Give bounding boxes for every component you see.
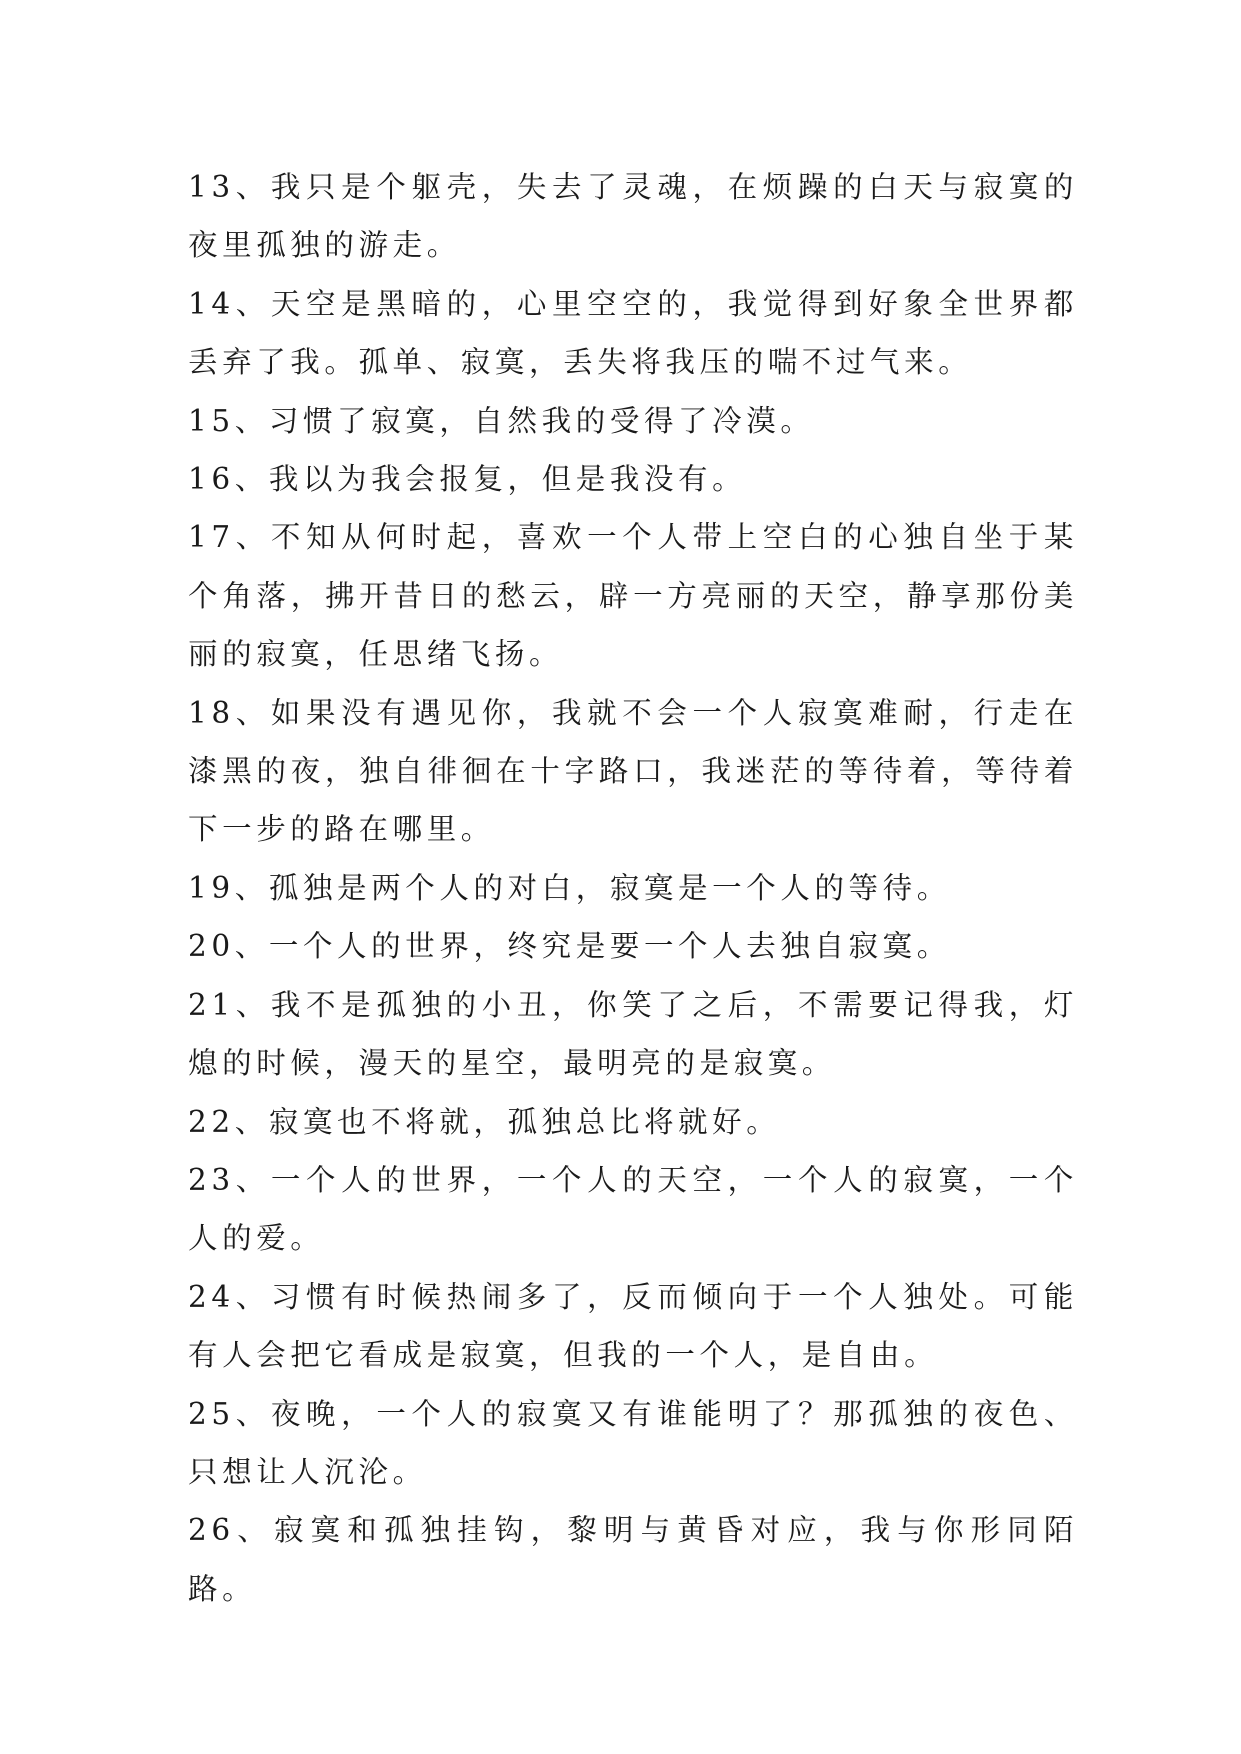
paragraph-26: 26、寂寞和孤独挂钩，黎明与黄昏对应，我与你形同陌路。 (188, 1513, 1078, 1606)
paragraph-17: 17、不知从何时起，喜欢一个人带上空白的心独自坐于某个角落，拂开昔日的愁云，辟一方亮丽的天空，静享那份美丽的寂寞，任思绪飞扬。 (188, 520, 1078, 672)
paragraph-18: 18、如果没有遇见你，我就不会一个人寂寞难耐，行走在漆黑的夜，独自徘徊在十字路口，我迷茫的等待着，等待着下一步的路在哪里。 (188, 695, 1078, 847)
paragraph-19: 19、孤独是两个人的对白，寂寞是一个人的等待。 (188, 870, 951, 905)
paragraph-22: 22、寂寞也不将就，孤独总比将就好。 (188, 1104, 781, 1139)
paragraph-25: 25、夜晚，一个人的寂寞又有谁能明了？那孤独的夜色、只想让人沉沦。 (188, 1396, 1078, 1489)
paragraph-16: 16、我以为我会报复，但是我没有。 (188, 462, 747, 497)
paragraph-24: 24、习惯有时候热闹多了，反而倾向于一个人独处。可能有人会把它看成是寂寞，但我的一个人，是自由。 (188, 1279, 1078, 1373)
paragraph-20: 20、一个人的世界，终究是要一个人去独自寂寞。 (188, 929, 951, 964)
paragraph-15: 15、习惯了寂寞，自然我的受得了冷漠。 (188, 403, 815, 438)
paragraph-14: 14、天空是黑暗的，心里空空的，我觉得到好象全世界都丢弃了我。孤单、寂寞，丢失将我压的喘不过气来。 (188, 286, 1078, 380)
paragraph-13: 13、我只是个躯壳，失去了灵魂，在烦躁的白天与寂寞的夜里孤独的游走。 (188, 170, 1078, 263)
paragraph-23: 23、一个人的世界，一个人的天空，一个人的寂寞，一个人的爱。 (188, 1162, 1078, 1256)
paragraph-21: 21、我不是孤独的小丑，你笑了之后，不需要记得我，灯熄的时候，漫天的星空，最明亮的是寂寞。 (188, 987, 1078, 1081)
document-body (188, 158, 1078, 1618)
